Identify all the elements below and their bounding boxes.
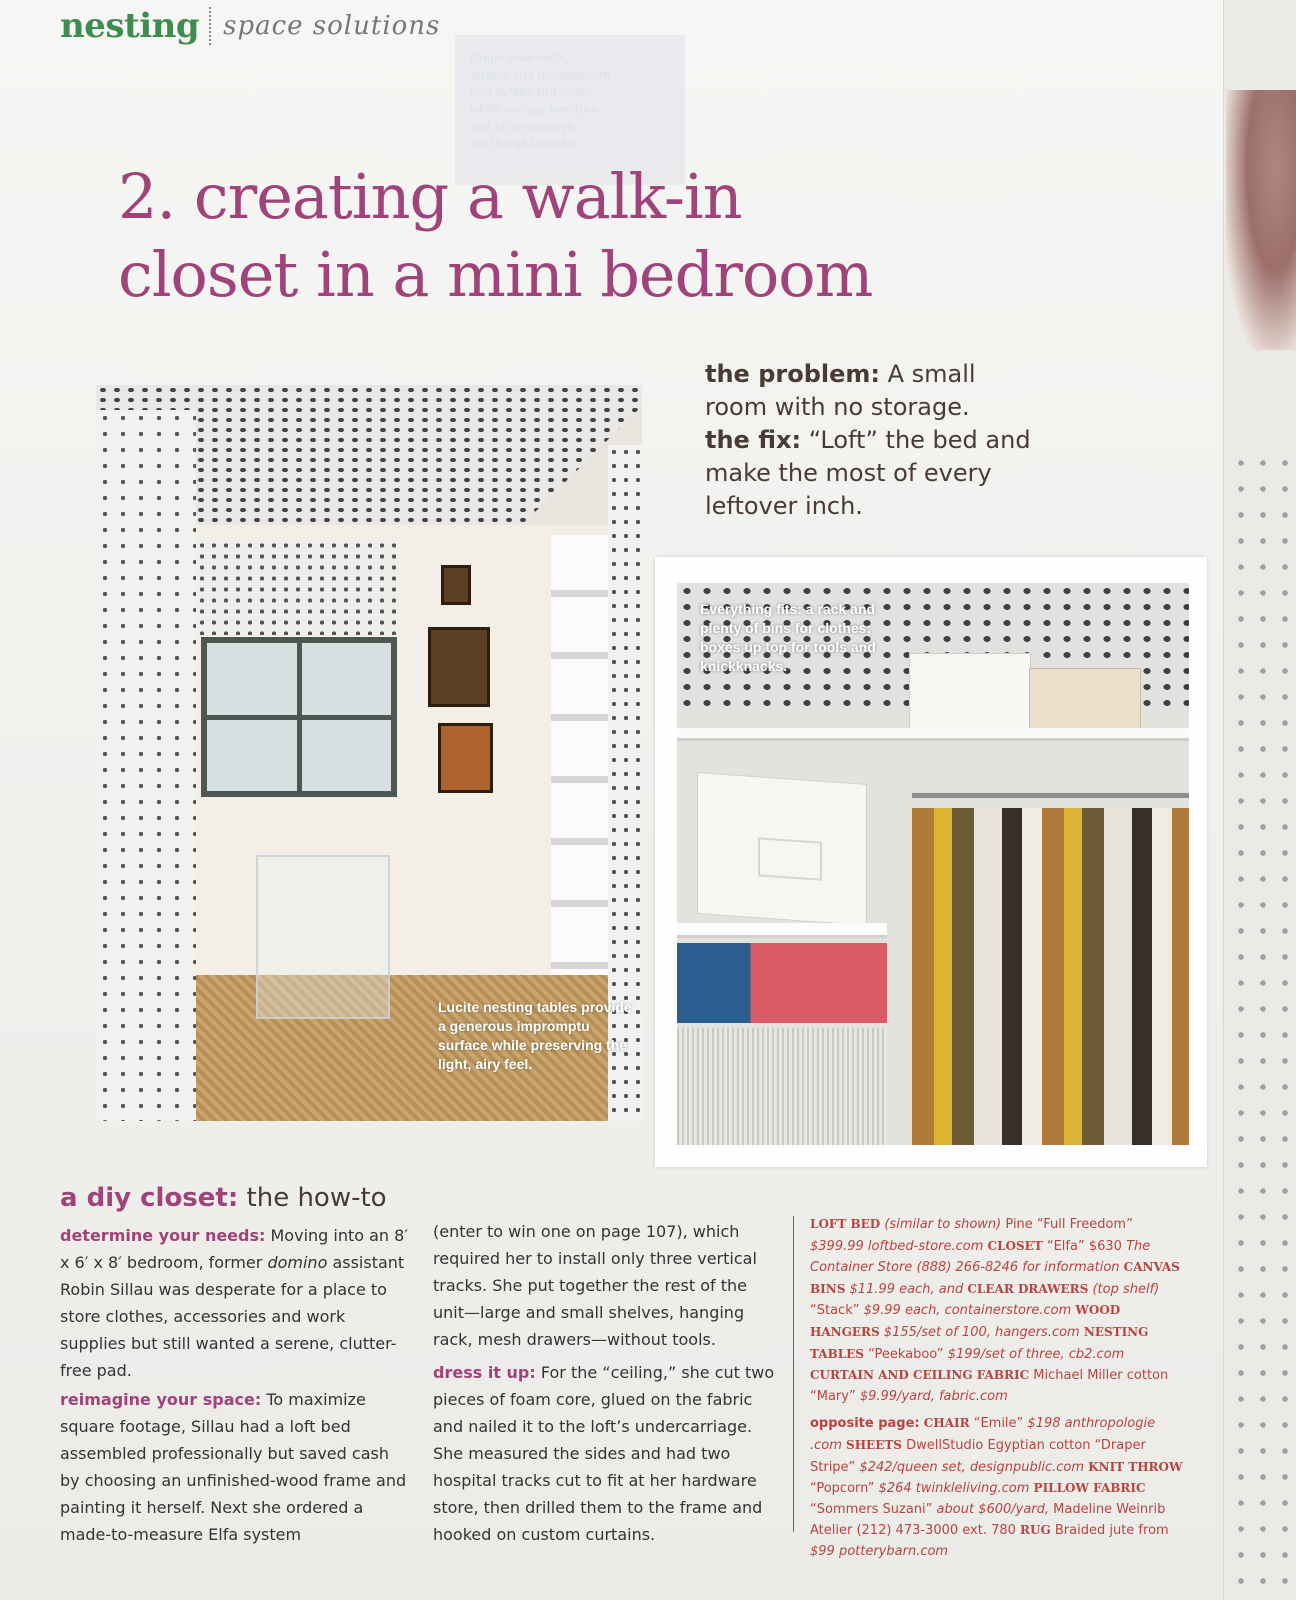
credit-price: $99 potterybarn.com — [810, 1543, 949, 1559]
dress-label: dress it up: — [433, 1363, 536, 1382]
credit-store: Madeline Weinrib Atelier (212) 473-3000 ext. 780 — [810, 1501, 1166, 1539]
credit-note: (similar to shown) — [884, 1217, 1002, 1232]
canvas-bin — [697, 772, 867, 926]
product-credits — [810, 1214, 1190, 1563]
paragraph-dress — [433, 1359, 783, 1548]
art-frame — [438, 723, 493, 793]
fix-label: the fix: — [705, 426, 802, 454]
title-line-1: 2. creating a walk-in — [118, 160, 742, 233]
credit-price: $264 twinkleliving.com — [878, 1481, 1030, 1497]
credit-text: “Sommers Suzani” — [810, 1501, 933, 1517]
credit-price: $399.99 loftbed-store.com — [810, 1238, 984, 1254]
credit-item: CHAIR — [923, 1416, 970, 1431]
page-header — [60, 6, 440, 46]
credit-text: “Emile” — [973, 1416, 1024, 1432]
problem-fix-block — [705, 358, 1045, 523]
needs-text-italic: domino — [267, 1253, 328, 1272]
credit-item: PILLOW FABRIC — [1033, 1481, 1146, 1496]
wire-shelf — [677, 728, 1189, 741]
credit-store: The Container Store (888) 266-8246 for information — [810, 1238, 1151, 1276]
credits-divider — [793, 1216, 794, 1532]
ghost-line: nod to '60s Brit rock, — [470, 85, 589, 99]
section-heading-light: the how-to — [246, 1183, 387, 1213]
curtain-pattern-image — [1230, 450, 1296, 1600]
credit-text: DwellStudio Egyptian cotton “Draper Stripe” — [810, 1437, 1146, 1475]
credit-item: CLEAR DRAWERS — [967, 1281, 1089, 1296]
credit-price: $11.99 each, and — [849, 1281, 964, 1297]
subsection-name: space solutions — [223, 11, 441, 41]
lucite-table — [256, 855, 390, 1019]
credit-item: SHEETS — [846, 1437, 902, 1452]
credit-item: LOFT BED — [810, 1217, 881, 1231]
credit-price: $198 anthropologie .com — [810, 1416, 1156, 1453]
credit-item: RUG — [1020, 1523, 1051, 1538]
credit-text: “Peekaboo” — [868, 1346, 944, 1362]
paragraph-continued: (enter to win one on page 107), which required her to install only three vertical tracks. She put together the rest of the unit—large and small shelves, hanging rack, mesh drawers—without tools. — [433, 1222, 757, 1349]
problem-text: A small room with no storage. — [705, 360, 976, 421]
bird-print-frame — [428, 627, 490, 707]
credit-text: “Stack” — [810, 1303, 860, 1319]
problem-label: the problem: — [705, 360, 880, 388]
credit-price: $9.99/yard, fabric.com — [859, 1388, 1008, 1404]
section-name: nesting — [60, 6, 200, 46]
ghost-line: while vintage furniture — [470, 102, 599, 116]
ghost-line: stripes and houndstooth — [470, 68, 611, 82]
title-line-2: closet in a mini bedroom — [118, 238, 873, 311]
storage-box-white — [909, 653, 1031, 730]
curtain-left — [96, 410, 196, 1121]
credit-item: KNIT THROW — [1088, 1459, 1183, 1474]
section-heading — [60, 1183, 387, 1213]
credits-opposite-page — [810, 1413, 1190, 1562]
paragraph-reimagine — [60, 1386, 410, 1548]
credits-opposite-label: opposite page: — [810, 1416, 920, 1432]
credit-note: (top shelf) — [1092, 1281, 1160, 1297]
credit-item: CANVAS BINS — [810, 1260, 1180, 1296]
fix-text: “Loft” the bed and make the most of every leftover inch. — [705, 426, 1031, 520]
credit-text: “Elfa” $630 — [1046, 1238, 1122, 1254]
body-column-1 — [60, 1222, 410, 1550]
credit-price: about $600/yard, — [936, 1501, 1050, 1517]
storage-box-beige — [1029, 668, 1141, 730]
ghost-line: Bright blue walls, — [470, 51, 570, 65]
credit-price: $199/set of three, cb2.com — [947, 1346, 1125, 1362]
needs-label: determine your needs: — [60, 1226, 266, 1245]
header-divider — [209, 7, 211, 45]
section-heading-bold: a diy closet: — [60, 1183, 239, 1213]
roman-shade — [196, 540, 396, 635]
body-column-2 — [433, 1218, 783, 1550]
ghost-caption — [470, 50, 660, 152]
silhouette-frame — [441, 565, 471, 605]
dress-text: For the “ceiling,” she cut two pieces of foam core, glued on the fabric and nailed it to the loft’s undercarriage. She measured the sides and had two hospital tracks cut to fit at her hardware store, then drilled them to the frame and hooked on custom curtains. — [433, 1363, 775, 1544]
credit-text: Michael Miller cotton “Mary” — [810, 1368, 1169, 1404]
credit-item: NESTING TABLES — [810, 1324, 1149, 1361]
credit-item: CURTAIN AND CEILING FABRIC — [810, 1368, 1030, 1383]
credit-item: WOOD HANGERS — [810, 1303, 1121, 1339]
bin-label-holder — [758, 837, 822, 880]
credits-this-page — [810, 1214, 1190, 1407]
reimagine-text: To maximize square footage, Sillau had a loft bed assembled professionally but saved cash by choosing an unfinished-wood frame and painting it herself. Next she ordered a made-to-measure Elfa system — [60, 1390, 407, 1544]
ghost-line: and crisp paisleys — [470, 119, 575, 133]
elfa-shelves — [551, 535, 611, 975]
needs-text-1: Moving into an 8′ x 6′ x 8′ bedroom, former — [60, 1226, 408, 1272]
credit-price: $9.99 each, containerstore.com — [863, 1303, 1072, 1319]
credit-text: “Popcorn” — [810, 1481, 875, 1497]
mesh-drawer-bottom — [677, 1028, 887, 1145]
reimagine-label: reimagine your space: — [60, 1390, 262, 1409]
window — [201, 637, 397, 797]
credit-item: CLOSET — [987, 1238, 1043, 1253]
article-title — [118, 158, 1018, 314]
credit-price: $155/set of 100, hangers.com — [883, 1324, 1080, 1340]
mesh-drawer-top — [677, 943, 887, 1023]
needs-text-2: assistant Robin Sillau was desperate for a place to store clothes, accessories and work supplies but still wanted a serene, clutter-free pad. — [60, 1253, 405, 1380]
hanging-clothes — [912, 808, 1189, 1145]
wire-shelf-lower — [677, 923, 887, 938]
paragraph-needs — [60, 1222, 410, 1384]
credit-price: $242/queen set, designpublic.com — [859, 1459, 1085, 1475]
pillow-image — [1226, 90, 1296, 350]
photo1-caption: Lucite nesting tables provide a generous impromptu surface while preserving the light, airy feel. — [438, 999, 632, 1072]
photo2-caption: Everything fits: a rack and plenty of bins for clothes; boxes up top for tools and knickknacks. — [700, 601, 876, 674]
credit-text: Braided jute from — [1054, 1523, 1169, 1539]
hanging-rod — [912, 793, 1189, 798]
ghost-line: are things ladylike. — [470, 136, 579, 150]
credit-text: Pine “Full Freedom” — [1005, 1217, 1133, 1232]
